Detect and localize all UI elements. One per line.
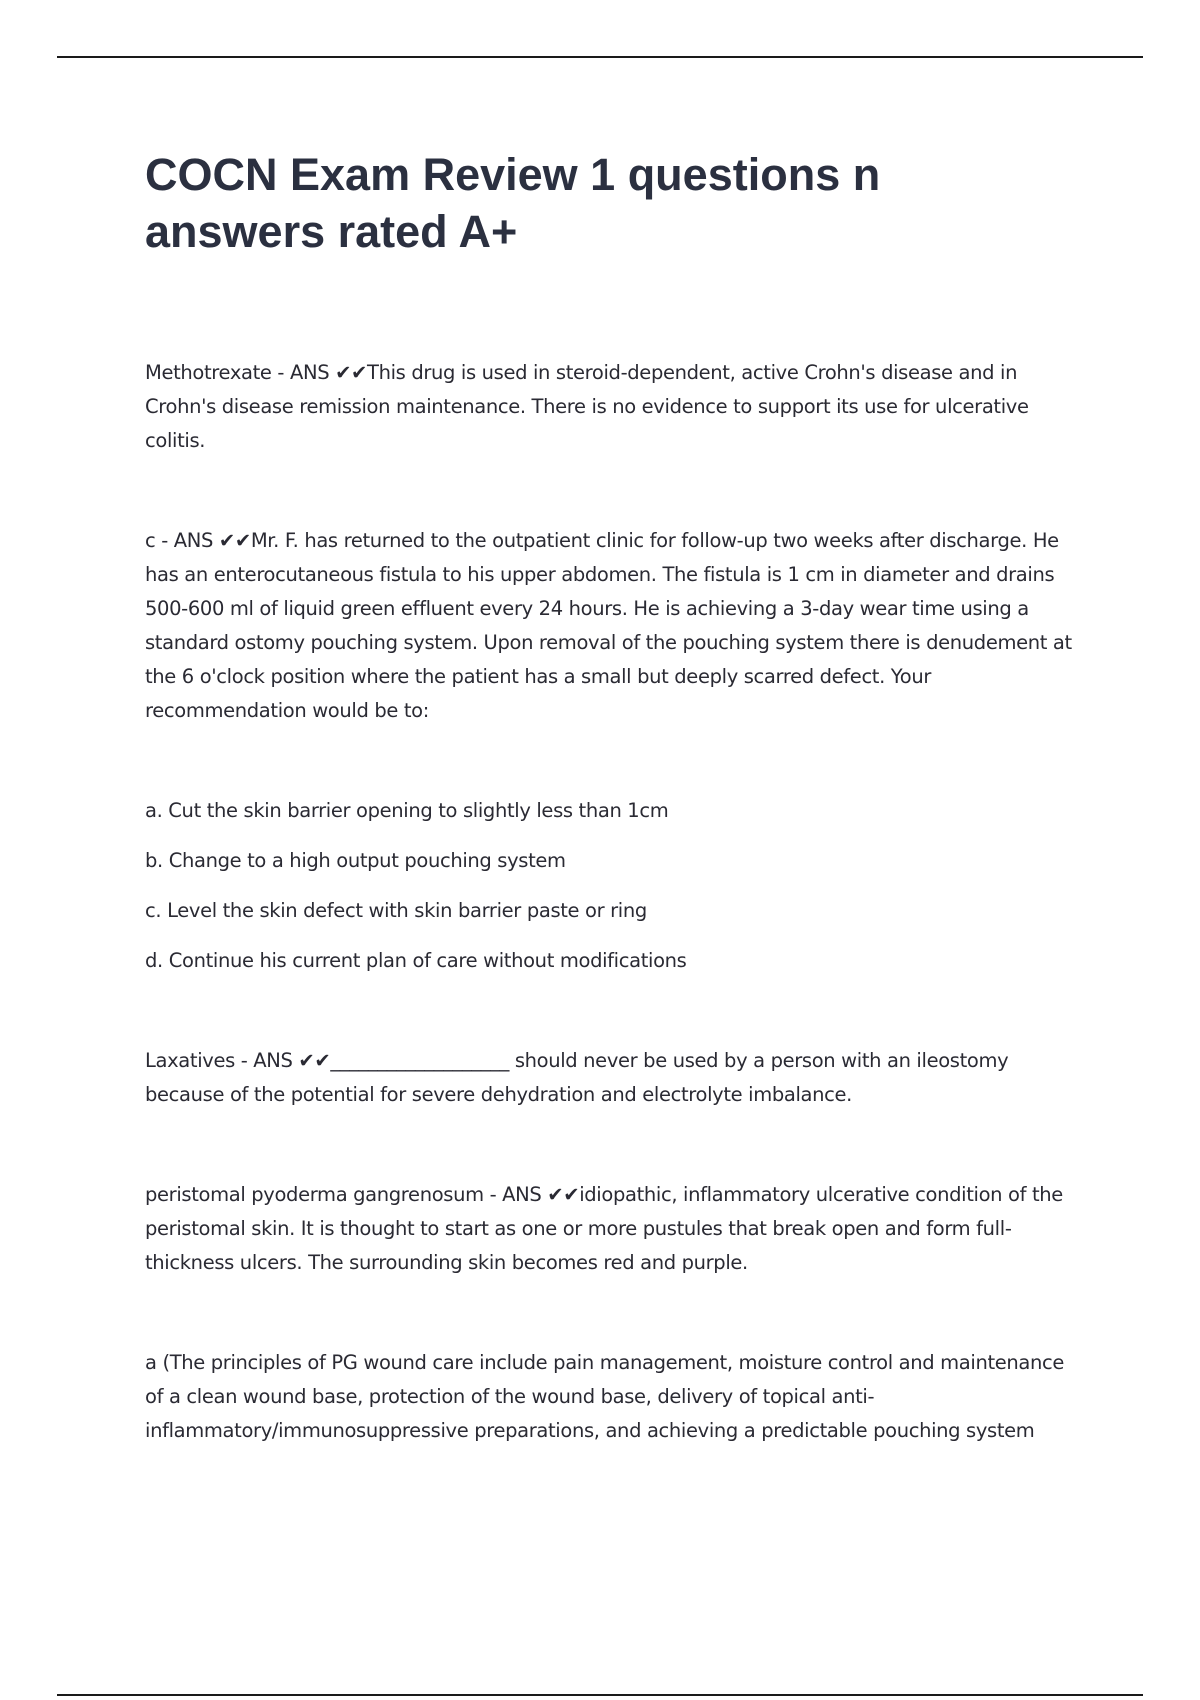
qa-entry-pg-wound-care: a (The principles of PG wound care include pain management, moisture control and maintenance of a clean wound base, protection of the wound base, delivery of topical anti-inflammatory/immunosuppressive preparations, and achieving a predictable pouching system <box>145 1351 1065 1442</box>
answer-option-c: c. Level the skin defect with skin barrier paste or ring <box>145 899 647 922</box>
answer-options-list <box>145 794 1085 978</box>
qa-entry-laxatives: Laxatives - ANS ✔✔___________________ should never be used by a person with an ileostomy because of the potential for severe dehydration and electrolyte imbalance. <box>145 1049 1009 1106</box>
qa-entry-methotrexate: Methotrexate - ANS ✔✔This drug is used in steroid-dependent, active Crohn's disease and in Crohn's disease remission maintenance. There is no evidence to support its use for ulcerative colitis. <box>145 361 1029 452</box>
document-title: COCN Exam Review 1 questions n answers rated A+ <box>145 149 881 257</box>
answer-option-d: d. Continue his current plan of care without modifications <box>145 949 687 972</box>
qa-entry-fistula-question: c - ANS ✔✔Mr. F. has returned to the outpatient clinic for follow-up two weeks after discharge. He has an enterocutaneous fistula to his upper abdomen. The fistula is 1 cm in diameter and drains 500-600 ml of liquid green effluent every 24 hours. He is achieving a 3-day wear time using a standard ostomy pouching system. Upon removal of the pouching system there is denudement at the 6 o'clock position where the patient has a small but deeply scarred defect. Your recommendation would be to: <box>145 529 1072 722</box>
qa-entry-pyoderma: peristomal pyoderma gangrenosum - ANS ✔✔idiopathic, inflammatory ulcerative condition of the peristomal skin. It is thought to start as one or more pustules that break open and form full-thickness ulcers. The surrounding skin becomes red and purple. <box>145 1183 1063 1274</box>
top-rule <box>57 56 1143 58</box>
document-body <box>145 356 1085 1448</box>
answer-option-a: a. Cut the skin barrier opening to slightly less than 1cm <box>145 799 669 822</box>
answer-option-b: b. Change to a high output pouching system <box>145 849 566 872</box>
bottom-rule <box>57 1694 1143 1696</box>
